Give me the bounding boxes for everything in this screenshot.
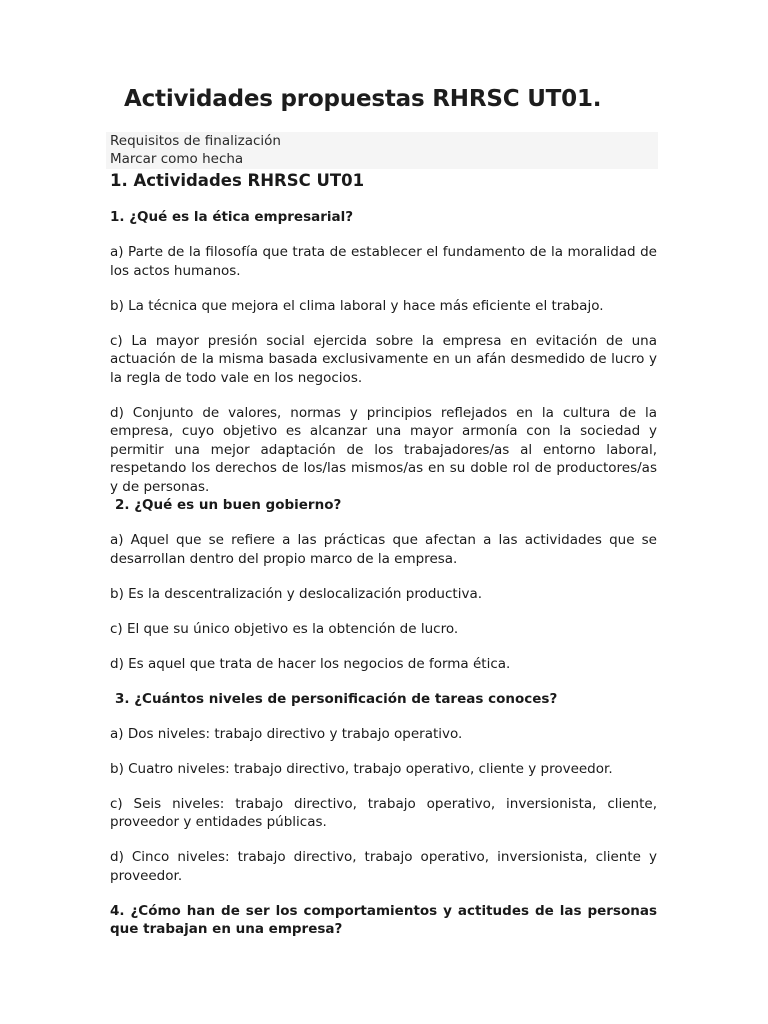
question-3-option-a: a) Dos niveles: trabajo directivo y trabajo operativo. [110, 725, 463, 742]
question-1-option-b: b) La técnica que mejora el clima laboral y hace más eficiente el trabajo. [110, 297, 604, 314]
question-1-option-c: c) La mayor presión social ejercida sobre la empresa en evitación de una actuación de la misma basada exclusivamente en un afán desmedido de lucro y la regla de todo vale en los negocios. [110, 332, 657, 386]
question-1-option-a: a) Parte de la filosofía que trata de establecer el fundamento de la moralidad de los actos humanos. [110, 244, 657, 279]
question-3-option-c: c) Seis niveles: trabajo directivo, trabajo operativo, inversionista, cliente, proveedor y entidades públicas. [110, 795, 657, 830]
activity-content [110, 170, 657, 955]
question-3: 3. ¿Cuántos niveles de personificación de tareas conoces? [115, 690, 558, 707]
question-2-option-a: a) Aquel que se refiere a las prácticas que afectan a las actividades que se desarrollan dentro del propio marco de la empresa. [110, 532, 657, 567]
page-title: Actividades propuestas RHRSC UT01. [124, 86, 602, 112]
question-3-option-b: b) Cuatro niveles: trabajo directivo, trabajo operativo, cliente y proveedor. [110, 760, 613, 777]
question-1-option-d: d) Conjunto de valores, normas y principios reflejados en la cultura de la empresa, cuyo objetivo es alcanzar una mayor armonía con la sociedad y permitir una mejor adaptación de los trabajadores/as al entorno laboral, respetando los derechos de los/las mismos/as en su doble rol de productores/as y de personas. [110, 404, 657, 495]
question-3-option-d: d) Cinco niveles: trabajo directivo, trabajo operativo, inversionista, cliente y proveedor. [110, 849, 657, 884]
question-2-option-c: c) El que su único objetivo es la obtención de lucro. [110, 620, 459, 637]
question-2-option-b: b) Es la descentralización y deslocalización productiva. [110, 585, 483, 602]
question-1: 1. ¿Qué es la ética empresarial? [110, 209, 354, 225]
section-title: 1. Actividades RHRSC UT01 [110, 171, 365, 190]
question-4: 4. ¿Cómo han de ser los comportamientos y actitudes de las personas que trabajan en una empresa? [110, 902, 657, 937]
completion-requirements-label: Requisitos de finalización [110, 133, 281, 149]
completion-box [106, 132, 658, 169]
mark-as-done-button[interactable]: Marcar como hecha [110, 151, 244, 167]
question-2-option-d: d) Es aquel que trata de hacer los negocios de forma ética. [110, 655, 511, 672]
question-2: 2. ¿Qué es un buen gobierno? [115, 497, 342, 513]
